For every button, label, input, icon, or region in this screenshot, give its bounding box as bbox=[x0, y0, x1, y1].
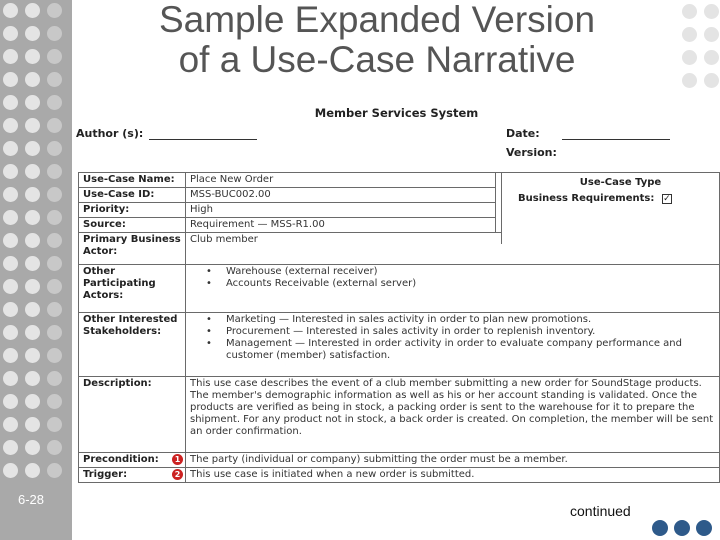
decorative-dot bbox=[25, 256, 40, 271]
decorative-dot bbox=[25, 49, 40, 64]
priority-label: Priority: bbox=[79, 203, 186, 218]
decorative-dots-bottom-right bbox=[652, 520, 712, 536]
stakeholders-list bbox=[190, 314, 715, 362]
list-item: • Management — Interested in order activity in order to evaluate company performance and customer (member) satisfaction. bbox=[190, 338, 715, 362]
priority-value: High bbox=[186, 203, 496, 218]
use-case-name-label: Use-Case Name: bbox=[79, 173, 186, 188]
decorative-dot bbox=[25, 325, 40, 340]
list-item: • Procurement — Interested in sales activity in order to replenish inventory. bbox=[190, 326, 715, 338]
author-blank-line bbox=[149, 130, 257, 140]
trigger-label: Trigger: bbox=[83, 469, 128, 480]
date-blank-line bbox=[562, 130, 670, 140]
decorative-dot bbox=[3, 49, 18, 64]
business-requirements-field bbox=[518, 193, 719, 204]
decorative-dot bbox=[3, 256, 18, 271]
list-item: • Marketing — Interested in sales activity in order to plan new promotions. bbox=[190, 314, 715, 326]
system-title: Member Services System bbox=[314, 106, 479, 120]
decorative-dot bbox=[47, 417, 62, 432]
table-row bbox=[79, 377, 720, 453]
decorative-dot bbox=[47, 141, 62, 156]
decorative-dot bbox=[3, 440, 18, 455]
slide-title-line1: Sample Expanded Version bbox=[158, 0, 596, 40]
source-label: Source: bbox=[79, 218, 186, 233]
decorative-dot bbox=[47, 72, 62, 87]
decorative-dot bbox=[674, 520, 690, 536]
use-case-name-value: Place New Order bbox=[186, 173, 496, 188]
decorative-dot bbox=[25, 371, 40, 386]
decorative-dot-grid bbox=[3, 3, 63, 479]
decorative-dot bbox=[47, 164, 62, 179]
decorative-dot bbox=[3, 118, 18, 133]
precondition-label-cell bbox=[79, 453, 186, 468]
list-item: • Warehouse (external receiver) bbox=[190, 266, 715, 278]
use-case-id-value: MSS-BUC002.00 bbox=[186, 188, 496, 203]
continued-label: continued bbox=[570, 503, 631, 519]
decorative-dot bbox=[3, 210, 18, 225]
description-value: This use case describes the event of a club member submitting a new order for SoundStage products. The member's demographic information as well as his or her account standing is validated. Once the products are verified as being in stock, a packing order is sent to the warehouse for it to prepare the shipment. For any product not in stock, a back order is created. On completion, the member will be sent an order confirmation. bbox=[186, 377, 720, 453]
decorative-dot bbox=[3, 302, 18, 317]
decorative-dot bbox=[25, 348, 40, 363]
decorative-dot bbox=[3, 164, 18, 179]
decorative-dot bbox=[704, 73, 719, 88]
precondition-label: Precondition: bbox=[83, 454, 159, 465]
decorative-dot bbox=[682, 50, 697, 65]
trigger-label-cell bbox=[79, 468, 186, 483]
decorative-dot bbox=[3, 72, 18, 87]
decorative-dot bbox=[47, 440, 62, 455]
decorative-dot bbox=[47, 95, 62, 110]
decorative-dot bbox=[47, 256, 62, 271]
decorative-dot bbox=[3, 233, 18, 248]
decorative-dot bbox=[47, 394, 62, 409]
other-actors-label: Other Participating Actors: bbox=[79, 265, 186, 313]
decorative-dots-top-right bbox=[682, 4, 720, 89]
decorative-dot bbox=[25, 279, 40, 294]
decorative-dot bbox=[25, 3, 40, 18]
decorative-dot bbox=[25, 95, 40, 110]
decorative-dot bbox=[47, 3, 62, 18]
decorative-dot bbox=[25, 164, 40, 179]
decorative-dot bbox=[704, 27, 719, 42]
source-value: Requirement — MSS-R1.00 bbox=[186, 218, 496, 233]
precondition-value: The party (individual or company) submitting the order must be a member. bbox=[186, 453, 720, 468]
decorative-dot bbox=[47, 49, 62, 64]
decorative-dot bbox=[3, 95, 18, 110]
stakeholders-value bbox=[186, 313, 720, 377]
decorative-dot bbox=[3, 3, 18, 18]
table-row bbox=[79, 265, 720, 313]
decorative-dot bbox=[47, 118, 62, 133]
decorative-dot bbox=[3, 325, 18, 340]
decorative-dot bbox=[704, 50, 719, 65]
decorative-dot bbox=[682, 73, 697, 88]
stakeholders-label: Other Interested Stakeholders: bbox=[79, 313, 186, 377]
decorative-dot bbox=[47, 325, 62, 340]
slide-title bbox=[72, 0, 682, 80]
precondition-number-badge: 1 bbox=[172, 454, 183, 465]
use-case-id-label: Use-Case ID: bbox=[79, 188, 186, 203]
decorative-dot bbox=[696, 520, 712, 536]
decorative-dot bbox=[25, 440, 40, 455]
decorative-dot bbox=[3, 463, 18, 478]
business-requirements-label: Business Requirements: bbox=[518, 193, 655, 204]
decorative-dot bbox=[25, 463, 40, 478]
decorative-dot bbox=[47, 233, 62, 248]
decorative-dot bbox=[25, 417, 40, 432]
decorative-dot bbox=[652, 520, 668, 536]
date-label: Date: bbox=[506, 127, 540, 140]
table-row bbox=[79, 313, 720, 377]
decorative-dot bbox=[25, 187, 40, 202]
decorative-dot bbox=[47, 210, 62, 225]
use-case-type-box bbox=[501, 173, 719, 244]
decorative-dot bbox=[25, 141, 40, 156]
author-label: Author (s): bbox=[76, 127, 144, 140]
list-item: • Accounts Receivable (external server) bbox=[190, 278, 715, 290]
use-case-type-label: Use-Case Type bbox=[579, 177, 662, 188]
version-label: Version: bbox=[506, 146, 557, 159]
decorative-dot bbox=[25, 302, 40, 317]
decorative-dot bbox=[3, 141, 18, 156]
decorative-dot bbox=[682, 27, 697, 42]
decorative-dot bbox=[25, 26, 40, 41]
decorative-dot bbox=[47, 348, 62, 363]
author-field bbox=[76, 127, 257, 140]
decorative-dot bbox=[3, 26, 18, 41]
primary-actor-value: Club member bbox=[186, 233, 720, 265]
decorative-dot bbox=[47, 371, 62, 386]
left-decorative-panel bbox=[0, 0, 72, 540]
other-actors-value bbox=[186, 265, 720, 313]
decorative-dot bbox=[25, 118, 40, 133]
primary-actor-label: Primary Business Actor: bbox=[79, 233, 186, 265]
decorative-dot bbox=[25, 210, 40, 225]
trigger-number-badge: 2 bbox=[172, 469, 183, 480]
slide-number: 6-28 bbox=[18, 492, 45, 507]
trigger-value: This use case is initiated when a new order is submitted. bbox=[186, 468, 720, 483]
decorative-dot bbox=[47, 26, 62, 41]
decorative-dot bbox=[3, 348, 18, 363]
decorative-dot bbox=[3, 279, 18, 294]
decorative-dot bbox=[47, 463, 62, 478]
table-row bbox=[79, 453, 720, 468]
decorative-dot bbox=[3, 394, 18, 409]
decorative-dot bbox=[3, 371, 18, 386]
date-field bbox=[506, 127, 670, 140]
use-case-document bbox=[73, 101, 720, 505]
table-row bbox=[79, 468, 720, 483]
decorative-dot bbox=[3, 187, 18, 202]
business-requirements-checkbox[interactable]: ✓ bbox=[663, 194, 671, 204]
decorative-dot bbox=[704, 4, 719, 19]
description-label: Description: bbox=[79, 377, 186, 453]
decorative-dot bbox=[47, 302, 62, 317]
decorative-dot bbox=[25, 394, 40, 409]
decorative-dot bbox=[47, 187, 62, 202]
decorative-dot bbox=[3, 417, 18, 432]
slide-title-line2: of a Use-Case Narrative bbox=[178, 39, 576, 80]
decorative-dot bbox=[25, 233, 40, 248]
decorative-dot bbox=[682, 4, 697, 19]
decorative-dot bbox=[25, 72, 40, 87]
decorative-dot bbox=[47, 279, 62, 294]
other-actors-list bbox=[190, 266, 715, 290]
